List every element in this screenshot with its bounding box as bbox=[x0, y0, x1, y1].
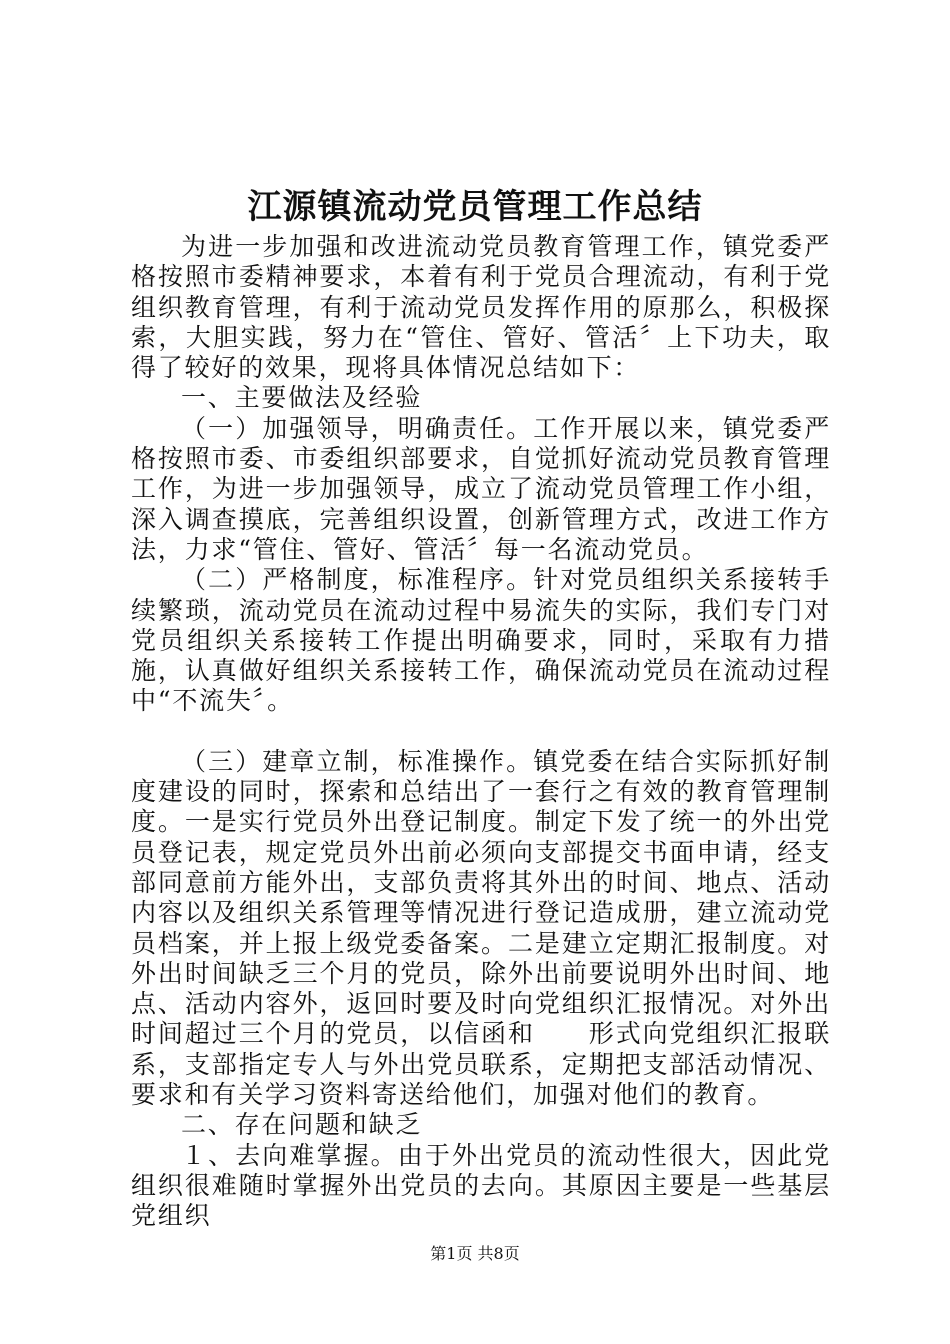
page-number-footer: 第1页 共8页 bbox=[430, 1244, 520, 1263]
section-heading-1: 一、主要做法及经验 bbox=[181, 383, 423, 413]
section-heading-2: 二、存在问题和缺乏 bbox=[181, 1110, 423, 1140]
document-title: 江源镇流动党员管理工作总结 bbox=[247, 187, 703, 227]
paragraph-intro: 为进一步加强和改进流动党员教育管理工作，镇党委严格按照市委精神要求，本着有利于党员合理流动，有利于党组织教育管理，有利于流动党员发挥作用的原那么，积极探索，大胆实践，努力在“管住、管好、管活〞上下功夫，取得了较好的效果，现将具体情况总结如下： bbox=[131, 232, 831, 383]
paragraph-problem-1: １、去向难掌握。由于外出党员的流动性很大，因此党组织很难随时掌握外出党员的去向。其原因主要是一些基层党组织 bbox=[131, 1140, 831, 1231]
paragraph-item-3: （三）建章立制，标准操作。镇党委在结合实际抓好制度建设的同时，探索和总结出了一套行之有效的教育管理制度。一是实行党员外出登记制度。制定下发了统一的外出党员登记表，规定党员外出前必须向支部提交书面申请，经支部同意前方能外出，支部负责将其外出的时间、地点、活动内容以及组织关系管理等情况进行登记造成册，建立流动党员档案，并上报上级党委备案。二是建立定期汇报制度。对外出时间缺乏三个月的党员，除外出前要说明外出时间、地点、活动内容外，返回时要及时向党组织汇报情况。对外出时间超过三个月的党员，以信函和 形式向党组织汇报联系，支部指定专人与外出党员联系，定期把支部活动情况、要求和有关学习资料寄送给他们，加强对他们的教育。 bbox=[131, 746, 831, 1110]
document-body bbox=[131, 232, 831, 1232]
paragraph-item-1: （一）加强领导，明确责任。工作开展以来，镇党委严格按照市委、市委组织部要求，自觉抓好流动党员教育管理工作，为进一步加强领导，成立了流动党员管理工作小组，深入调查摸底，完善组织设置，创新管理方式，改进工作方法，力求“管住、管好、管活〞每一名流动党员。 bbox=[131, 413, 831, 564]
paragraph-item-2: （二）严格制度，标准程序。针对党员组织关系接转手续繁琐，流动党员在流动过程中易流失的实际，我们专门对党员组织关系接转工作提出明确要求，同时，采取有力措施，认真做好组织关系接转工作，确保流动党员在流动过程中“不流失〞。 bbox=[131, 565, 831, 716]
